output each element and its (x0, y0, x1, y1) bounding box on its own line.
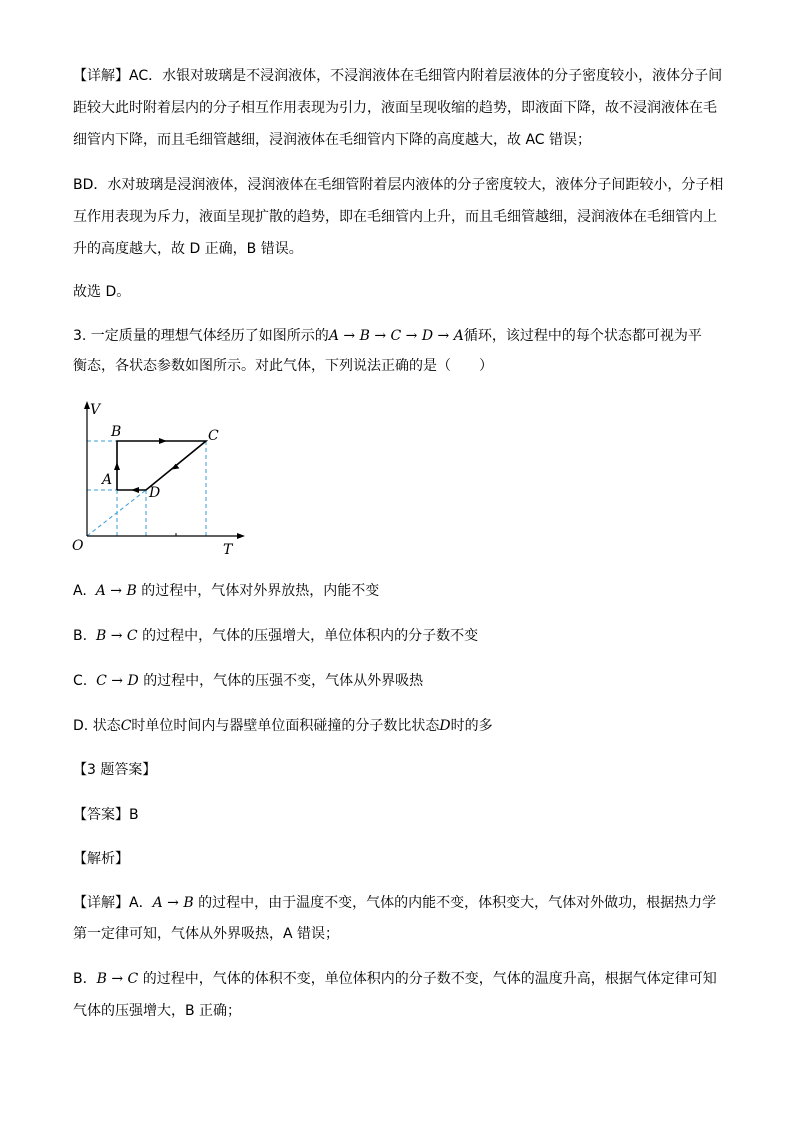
explain-b-line-2: 气体的压强增大，B 正确； (73, 1003, 242, 1019)
detail-bd-line-1: BD．水对玻璃是浸润液体，浸润液体在毛细管附着层内液体的分子密度较大，液体分子间距较小，分子相 (73, 177, 724, 193)
explain-a-line-2: 第一定律可知，气体从外界吸热，A 错误； (73, 926, 340, 942)
option-b-to: C (126, 628, 138, 644)
cycle-path (117, 441, 206, 490)
question-3-line-1: 3. 一定质量的理想气体经历了如图所示的A → B → C → D → A循环，该过程中的每个状态都可视为平 (73, 328, 702, 344)
cycle-state-5: A (453, 328, 464, 344)
v-t-diagram (70, 398, 250, 558)
point-c-label: C (208, 428, 219, 444)
cycle-state-2: B (359, 328, 370, 344)
option-b-letter: B. (73, 628, 88, 644)
option-d-state-1: C (120, 718, 132, 734)
option-d-letter: D. (73, 718, 89, 734)
detail-bd-line-2: 互作用表现为斥力，液面呈现扩散的趋势，即在毛细管内上升，而且毛细管越细，浸润液体在毛细管内上 (73, 209, 717, 225)
option-d-post: 时的多 (450, 718, 493, 734)
v-axis-label: V (90, 402, 101, 418)
question-3-line-2: 衡态，各状态参数如图所示。对此气体，下列说法正确的是（ ） (73, 358, 493, 374)
explain-a-to: B (183, 895, 194, 911)
option-b-text: 的过程中，气体的压强增大，单位体积内的分子数不变 (142, 628, 479, 644)
explain-b-rest: 的过程中，气体的体积不变，单位体积内的分子数不变，气体的温度升高，根据气体定律可知 (142, 971, 717, 987)
explain-a-rest: 的过程中，由于温度不变，气体的内能不变，体积变大，气体对外做功，根据热力学 (198, 895, 717, 911)
point-d-label: D (149, 485, 161, 501)
explain-a-from: A (152, 895, 163, 911)
option-a: A. A → B 的过程中，气体对外界放热，内能不变 (73, 583, 380, 599)
detail-ac-line-3: 细管内下降，而且毛细管越细，浸润液体在毛细管内下降的高度越大，故 AC 错误； (73, 132, 592, 148)
origin-label: O (72, 538, 84, 554)
option-c-to: D (127, 673, 139, 689)
choose-d: 故选 D。 (73, 284, 131, 300)
option-c-from: C (96, 673, 107, 689)
cycle-state-3: C (390, 328, 402, 344)
arrow-d-to-a (131, 487, 139, 493)
question-3-text-b: 循环，该过程中的每个状态都可视为平 (463, 328, 702, 344)
option-a-letter: A. (73, 583, 87, 599)
option-d (73, 717, 493, 735)
option-d-pre: 状态 (92, 718, 121, 734)
question-3-text-a: 3. 一定质量的理想气体经历了如图所示的 (73, 328, 329, 344)
cycle-state-4: D (421, 328, 434, 344)
detail-bd-line-3: 升的高度越大，故 D 正确，B 错误。 (73, 241, 303, 257)
arrow-a-to-b (114, 462, 120, 470)
analysis-header: 【解析】 (73, 851, 129, 867)
dashed-origin-to-d (87, 490, 146, 536)
explain-b-prefix: B． (73, 971, 97, 987)
t-axis-arrow (237, 533, 245, 539)
option-b-from: B (95, 628, 107, 644)
t-axis-label: T (223, 542, 233, 558)
explain-b-from: B (96, 971, 107, 987)
option-c-letter: C. (73, 673, 88, 689)
option-b: B. B → C 的过程中，气体的压强增大，单位体积内的分子数不变 (73, 628, 479, 644)
point-b-label: B (111, 424, 122, 440)
detail-ac-line-2: 距较大此时附着层内的分子相互作用表现为引力，液面呈现收缩的趋势，即液面下降，故不浸润液体在毛 (73, 100, 717, 116)
option-c: C. C → D 的过程中，气体的压强不变，气体从外界吸热 (73, 673, 424, 689)
option-a-from: A (95, 583, 106, 599)
answer-header: 【3 题答案】 (73, 762, 157, 778)
explain-a-prefix: 【详解】A． (73, 895, 153, 911)
option-d-state-2: D (439, 718, 451, 734)
option-a-text: 的过程中，气体对外界放热，内能不变 (141, 583, 380, 599)
explain-b-to: C (127, 971, 139, 987)
answer: 【答案】B (73, 807, 139, 823)
detail-ac-line-1: 【详解】AC．水银对玻璃是不浸润液体，不浸润液体在毛细管内附着层液体的分子密度较小，液体分子间 (73, 68, 723, 84)
point-a-label: A (102, 472, 113, 488)
arrow-b-to-c (159, 438, 167, 444)
option-c-text: 的过程中，气体的压强不变，气体从外界吸热 (143, 673, 424, 689)
explain-b-line-1: B．B → C 的过程中，气体的体积不变，单位体积内的分子数不变，气体的温度升高，根据气体定律可知 (73, 971, 717, 987)
cycle-state-1: A (328, 328, 339, 344)
option-d-mid: 时单位时间内与器壁单位面积碰撞的分子数比状态 (131, 718, 440, 734)
option-a-to: B (126, 583, 137, 599)
explain-a-line-1: 【详解】A．A → B 的过程中，由于温度不变，气体的内能不变，体积变大，气体对外做功，根据热力学 (73, 895, 717, 911)
